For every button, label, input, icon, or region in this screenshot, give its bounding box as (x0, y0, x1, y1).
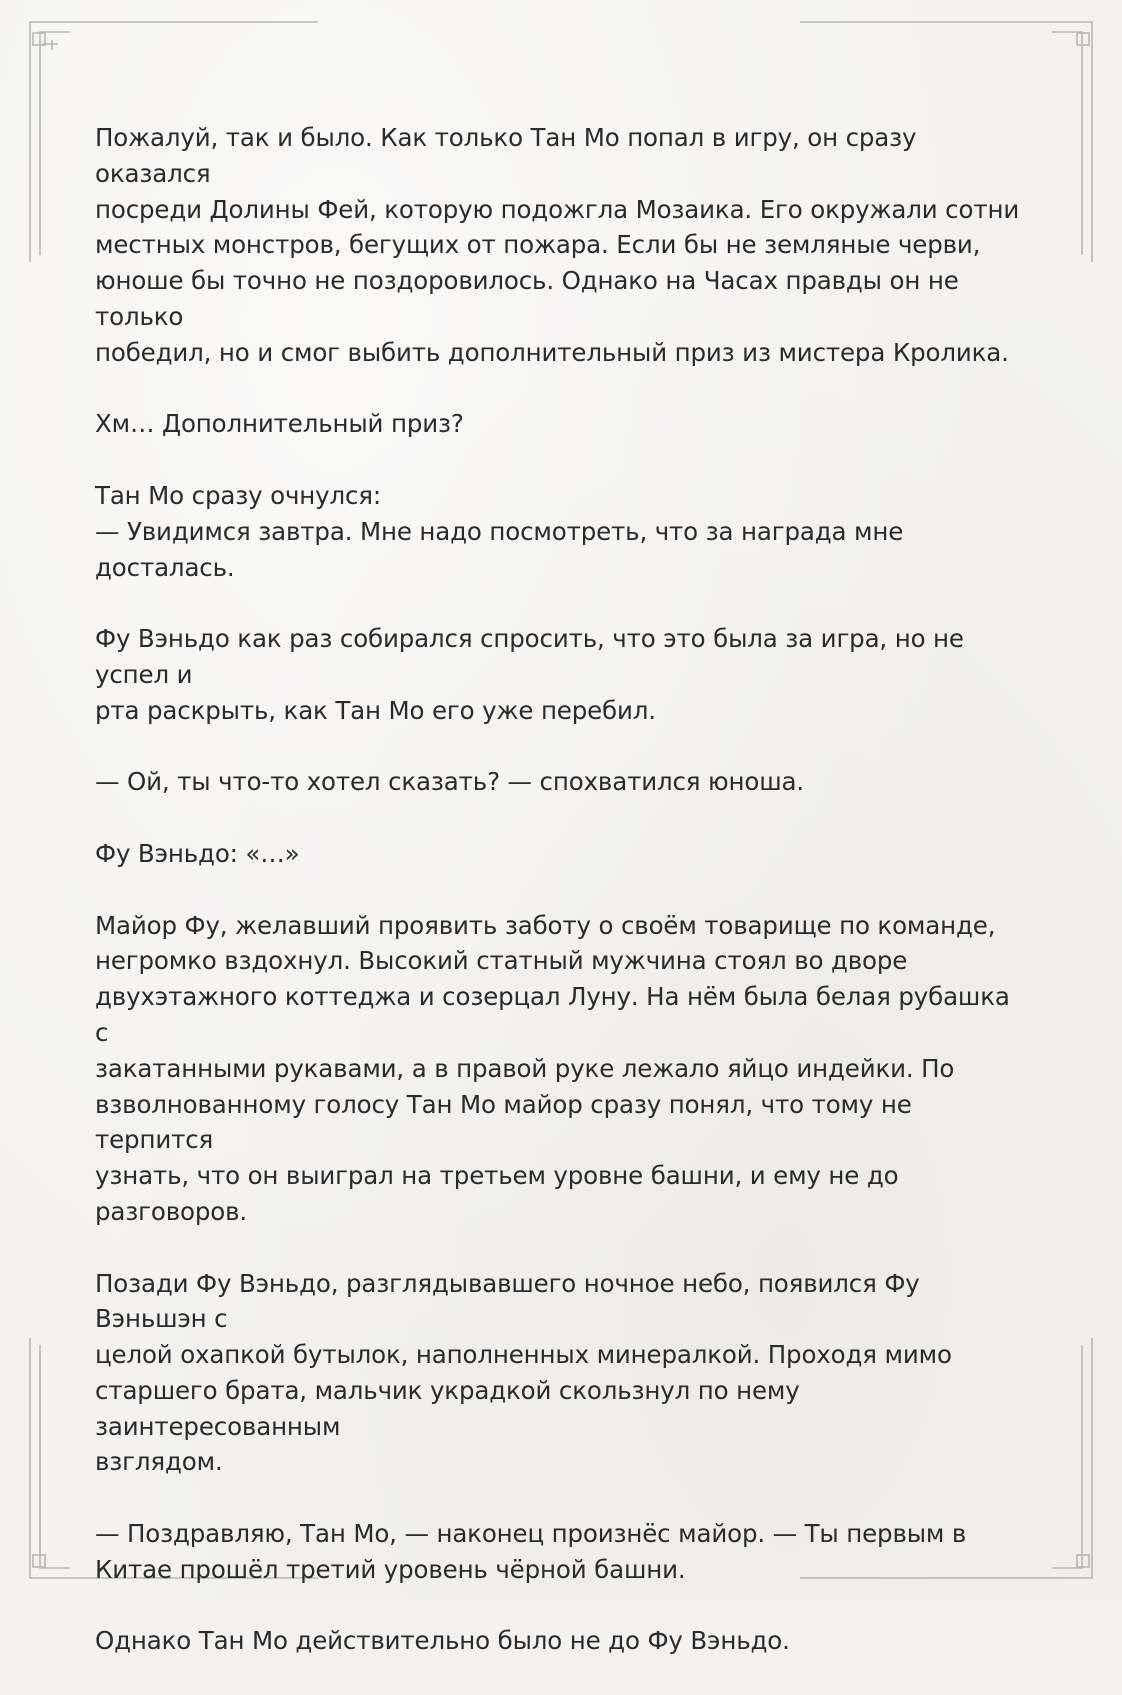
paragraph-9: — Поздравляю, Тан Мо, — наконец произнёс майор. — Ты первым в Китае прошёл третий уровень чёрной башни. (95, 1519, 967, 1584)
paragraph-1: Пожалуй, так и было. Как только Тан Мо попал в игру, он сразу оказался посреди Долины Фей, которую подожгла Мозаика. Его окружали сотни местных монстров, бегущих от пожара. Если бы не земляные черви, юноше бы точно не поздоровилось. Однако на Часах правды он не только победил, но и смог выбить дополнительный приз из мистера Кролика. (95, 123, 1020, 367)
paragraph-8: Позади Фу Вэньдо, разглядывавшего ночное небо, появился Фу Вэньшэн с целой охапкой бутылок, наполненных минералкой. Проходя мимо старшего брата, мальчик украдкой скользнул по нему заинтересованным взглядом. (95, 1268, 952, 1477)
paragraph-4: Фу Вэньдо как раз собирался спросить, что это была за игра, но не успел и рта раскрыть, как Тан Мо его уже перебил. (95, 624, 964, 725)
paragraph-5: — Ой, ты что-то хотел сказать? — спохватился юноша. (95, 767, 804, 797)
paragraph-2: Хм… Дополнительный приз? (95, 409, 464, 439)
paragraph-7: Майор Фу, желавший проявить заботу о своём товарище по команде, негромко вздохнул. Высокий статный мужчина стоял во дворе двухэтажного коттеджа и созерцал Луну. На нём была белая рубашка с закатанными рукавами, а в правой руке лежало яйцо индейки. По взволнованному голосу Тан Мо майор сразу понял, что тому не терпится узнать, что он выиграл на третьем уровне башни, и ему не до разговоров. (95, 910, 1010, 1226)
paragraph-6: Фу Вэньдо: «…» (95, 838, 300, 868)
paragraph-10: Однако Тан Мо действительно было не до Фу Вэньдо. (95, 1626, 790, 1656)
paragraph-3: Тан Мо сразу очнулся: — Увидимся завтра. Мне надо посмотреть, что за награда мне досталась. (95, 480, 904, 582)
document-body (95, 120, 1025, 1695)
